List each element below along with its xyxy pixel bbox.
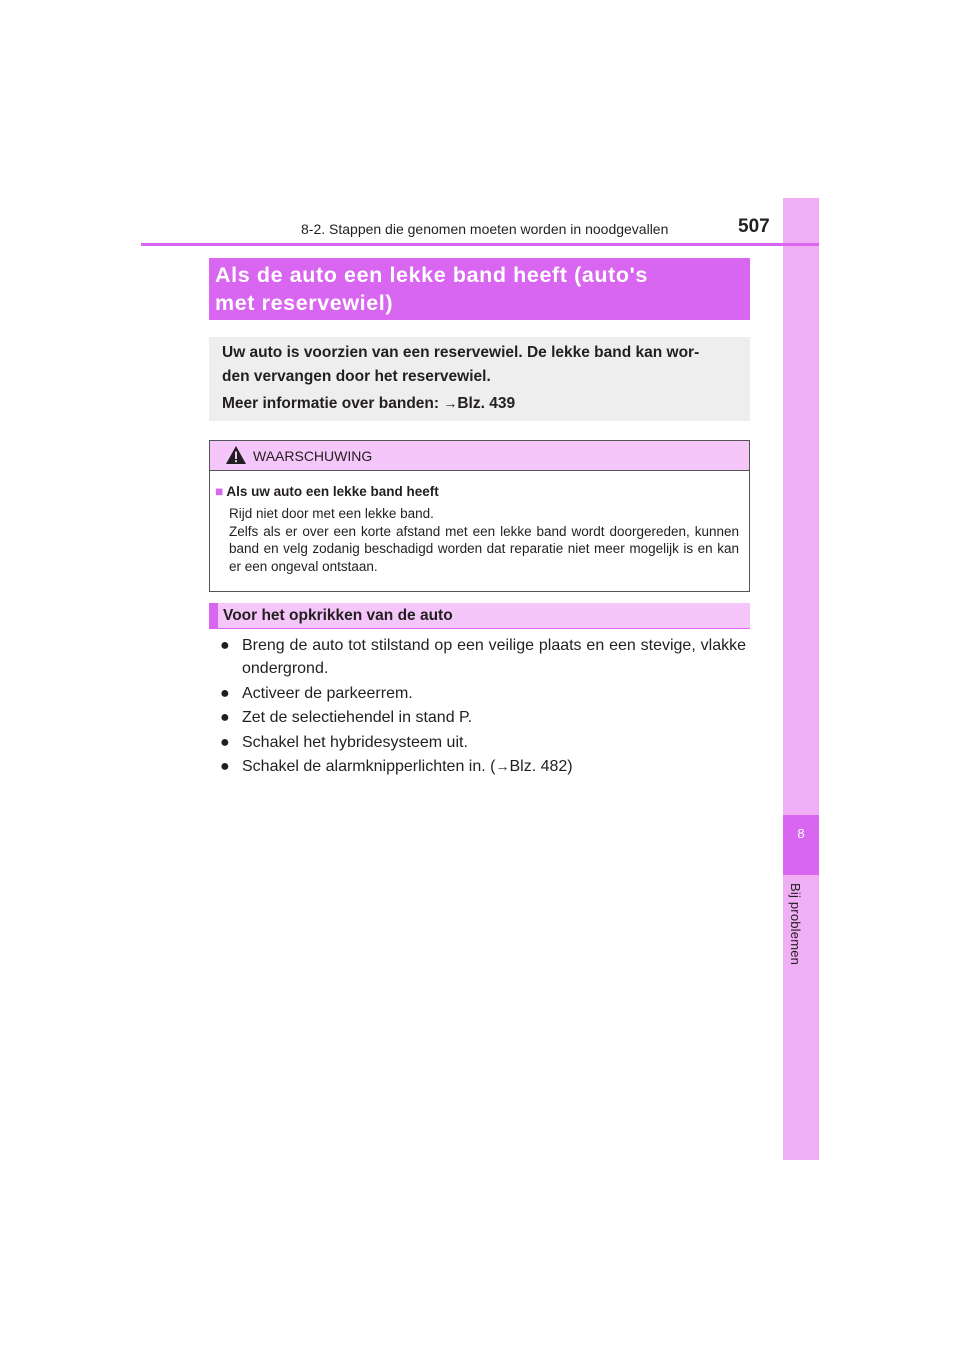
bullet-icon: ● [220,684,230,702]
list-item-text: Activeer de parkeerrem. [242,684,413,702]
list-item [220,731,746,754]
intro-line1: Uw auto is voorzien van een reservewiel. De lekke band kan wor- [222,344,700,361]
square-bullet-icon: ■ [215,484,224,499]
warning-paragraph: Zelfs als er over een korte afstand met een lekke band wordt doorgereden, kunnen band en velg zodanig beschadigd worden dat reparatie niet meer mogelijk is en kan er een ongeval ontstaan. [229,523,739,574]
section-title [215,261,648,317]
warning-subheading-text: Als uw auto een lekke band heeft [226,484,439,499]
intro-line3 [222,395,515,413]
subsection-heading-box [209,603,750,629]
chapter-title: Bij problemen [788,883,803,966]
chapter-side-tab [783,198,819,1160]
list-item [220,706,746,729]
arrow-icon: → [495,758,510,774]
section-title-line2: met reservewiel) [215,291,394,315]
intro-box [209,337,750,421]
warning-box [209,440,750,592]
list-item [220,634,746,680]
warning-body [229,505,739,575]
chapter-number: 8 [797,826,805,841]
chapter-number-tab [783,815,819,875]
warning-triangle-icon [225,445,247,465]
step-list [220,634,746,780]
warning-subheading [215,484,439,499]
intro-line2: den vervangen door het reservewiel. [222,368,491,385]
section-title-line1: Als de auto een lekke band heeft (auto's [215,263,648,287]
page-number: 507 [738,216,770,237]
header-divider [141,243,819,246]
warning-title: WAARSCHUWING [253,448,373,464]
section-title-box [209,258,750,320]
section-header: 8-2. Stappen die genomen moeten worden in noodgevallen [301,221,669,237]
list-item-text: Breng de auto tot stilstand op een veilige plaats en een stevige, vlakke ondergrond. [242,637,746,677]
list-item-text: Schakel het hybridesysteem uit. [242,733,468,751]
list-item-page-ref[interactable]: Blz. 482) [509,758,573,775]
warning-paragraph: Rijd niet door met een lekke band. [229,506,434,521]
subsection-accent-bar [209,603,218,628]
warning-header [210,441,749,471]
intro-page-ref[interactable]: Blz. 439 [457,395,516,412]
bullet-icon: ● [220,733,230,751]
list-item-text: Zet de selectiehendel in stand P. [242,709,473,726]
intro-ref-label: Meer informatie over banden: [222,395,444,412]
bullet-icon: ● [220,709,230,726]
arrow-icon: → [443,395,458,411]
bullet-icon: ● [220,637,230,654]
subsection-title: Voor het opkrikken van de auto [223,607,453,624]
list-item [220,755,746,778]
list-item-text: Schakel de alarmknipperlichten in. ( [242,758,496,775]
list-item [220,682,746,705]
bullet-icon: ● [220,758,230,775]
